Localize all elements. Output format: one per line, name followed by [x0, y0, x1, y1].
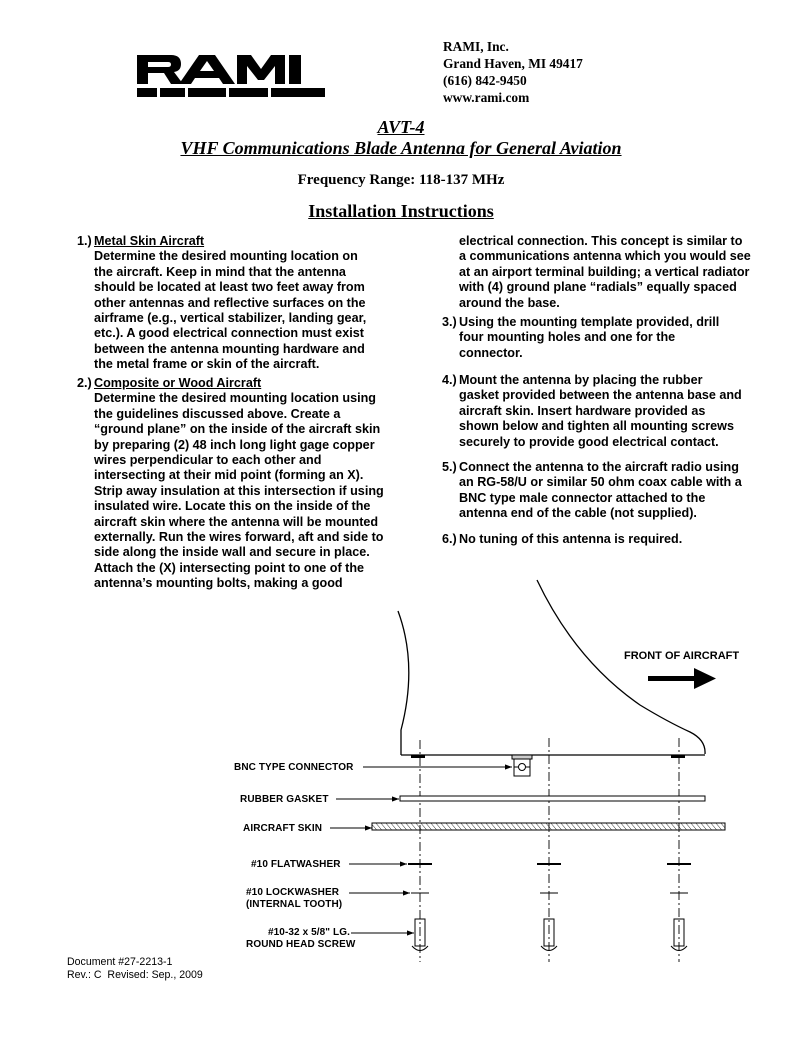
- step-line: electrical connection. This concept is similar to: [459, 234, 743, 248]
- label-line: (INTERNAL TOOTH): [246, 898, 343, 910]
- step-line: Strip away insulation at this intersection if using: [94, 483, 384, 498]
- step-line: antenna end of the cable (not supplied).: [459, 506, 697, 521]
- step-line: connector.: [459, 345, 523, 360]
- step-line: Determine the desired mounting location using: [94, 391, 376, 406]
- mount-pad: [671, 755, 685, 758]
- step-number: 3.): [442, 315, 457, 329]
- hardware-stack: [408, 864, 691, 893]
- step-line: externally. Run the wires forward, aft and side to: [94, 530, 384, 545]
- step-line: by preparing (2) 48 inch long light gage copper: [94, 437, 375, 452]
- step-line: at an airport terminal building; a vertical radiator: [459, 264, 750, 279]
- step-line: side along the inside wall and secure in place.: [94, 545, 370, 560]
- label-line: #10-32 x 5/8" LG.: [267, 927, 350, 938]
- step-line: shown below and tighten all mounting screws: [459, 419, 734, 434]
- bolt-centerlines: [420, 738, 679, 962]
- step-line: should be located at least two feet away from: [94, 280, 365, 295]
- step-line: other antennas and reflective surfaces on the: [94, 295, 366, 310]
- step-line: Determine the desired mounting location on: [94, 249, 358, 264]
- step-line: the aircraft. Keep in mind that the antenna: [94, 264, 346, 279]
- step-line: intersecting at their mid point (forming an X).: [94, 468, 364, 483]
- section-heading: Installation Instructions: [308, 201, 494, 221]
- step-line: airframe (e.g., vertical stabilizer, landing gear,: [94, 311, 367, 326]
- step-line: gasket provided between the antenna base and: [459, 388, 742, 403]
- step-number: 2.): [77, 376, 92, 390]
- step-line: insulated wire. Locate this on the inside of the: [94, 499, 371, 514]
- aircraft-skin: [372, 823, 725, 830]
- document-footer: [67, 956, 203, 982]
- revision-info: Rev.: C Revised: Sep., 2009: [67, 969, 203, 981]
- step-line: “ground plane” on the inside of the aircraft skin: [94, 422, 381, 437]
- company-website[interactable]: www.rami.com: [443, 90, 530, 105]
- document-number: Document #27-2213-1: [67, 956, 173, 968]
- step-line: a communications antenna which you would see: [459, 249, 751, 264]
- step-line: aircraft skin where the antenna will be mounted: [94, 514, 379, 529]
- step-line: four mounting holes and one for the: [459, 330, 676, 345]
- label-aircraft-skin: AIRCRAFT SKIN: [243, 823, 323, 834]
- company-phone: (616) 842-9450: [443, 73, 527, 88]
- screw-icons: [412, 919, 687, 951]
- step-line: Attach the (X) intersecting point to one of the: [94, 560, 365, 575]
- label-bnc-connector: BNC TYPE CONNECTOR: [234, 762, 354, 773]
- step-line: BNC type male connector attached to the: [459, 490, 706, 505]
- step-line: an RG-58/U or similar 50 ohm coax cable with a: [459, 475, 742, 490]
- label-lockwasher: [246, 887, 342, 910]
- label-screw: [246, 927, 360, 950]
- front-arrow-icon: [648, 668, 716, 689]
- step-line: Mount the antenna by placing the rubber: [459, 373, 703, 387]
- company-address: Grand Haven, MI 49417: [443, 56, 583, 71]
- antenna-blade: [398, 580, 705, 755]
- step-number: 5.): [442, 460, 457, 474]
- step-number: 6.): [442, 532, 457, 546]
- step-line: securely to provide good electrical contact.: [459, 434, 719, 449]
- step-heading: Metal Skin Aircraft: [94, 234, 205, 248]
- step-number: 4.): [442, 373, 457, 387]
- label-flatwasher: #10 FLATWASHER: [251, 859, 341, 870]
- step-line: the guidelines discussed above. Create a: [94, 406, 341, 421]
- step-number: 1.): [77, 234, 92, 248]
- step-line: etc.). A good electrical connection must exist: [94, 326, 364, 341]
- step-line: aircraft skin. Insert hardware provided as: [459, 403, 706, 418]
- bnc-connector-icon: [512, 755, 532, 776]
- label-line: #10 LOCKWASHER: [246, 887, 340, 898]
- step-line: Using the mounting template provided, drill: [459, 315, 720, 329]
- product-subtitle: VHF Communications Blade Antenna for General Aviation: [180, 138, 622, 158]
- rubber-gasket: [400, 796, 705, 801]
- step-line: around the base.: [459, 295, 560, 310]
- step-line: No tuning of this antenna is required.: [459, 532, 683, 546]
- step-line: wires perpendicular to each other and: [94, 453, 322, 468]
- mount-pad: [411, 755, 425, 758]
- step-line: Connect the antenna to the aircraft radio using: [459, 460, 739, 474]
- step-heading: Composite or Wood Aircraft: [94, 376, 262, 390]
- model-title: AVT-4: [377, 117, 425, 137]
- front-of-aircraft-label: FRONT OF AIRCRAFT: [624, 650, 740, 662]
- company-name: RAMI, Inc.: [443, 39, 509, 54]
- step-line: the metal frame or skin of the aircraft.: [94, 357, 320, 372]
- label-line: ROUND HEAD SCREW: [246, 938, 356, 950]
- label-rubber-gasket: RUBBER GASKET: [240, 794, 329, 805]
- step-line: between the antenna mounting hardware and: [94, 341, 365, 356]
- frequency-range: Frequency Range: 118-137 MHz: [297, 172, 505, 188]
- step-line: antenna’s mounting bolts, making a good: [94, 576, 343, 591]
- step-line: with (4) ground plane “radials” equally spaced: [459, 280, 737, 295]
